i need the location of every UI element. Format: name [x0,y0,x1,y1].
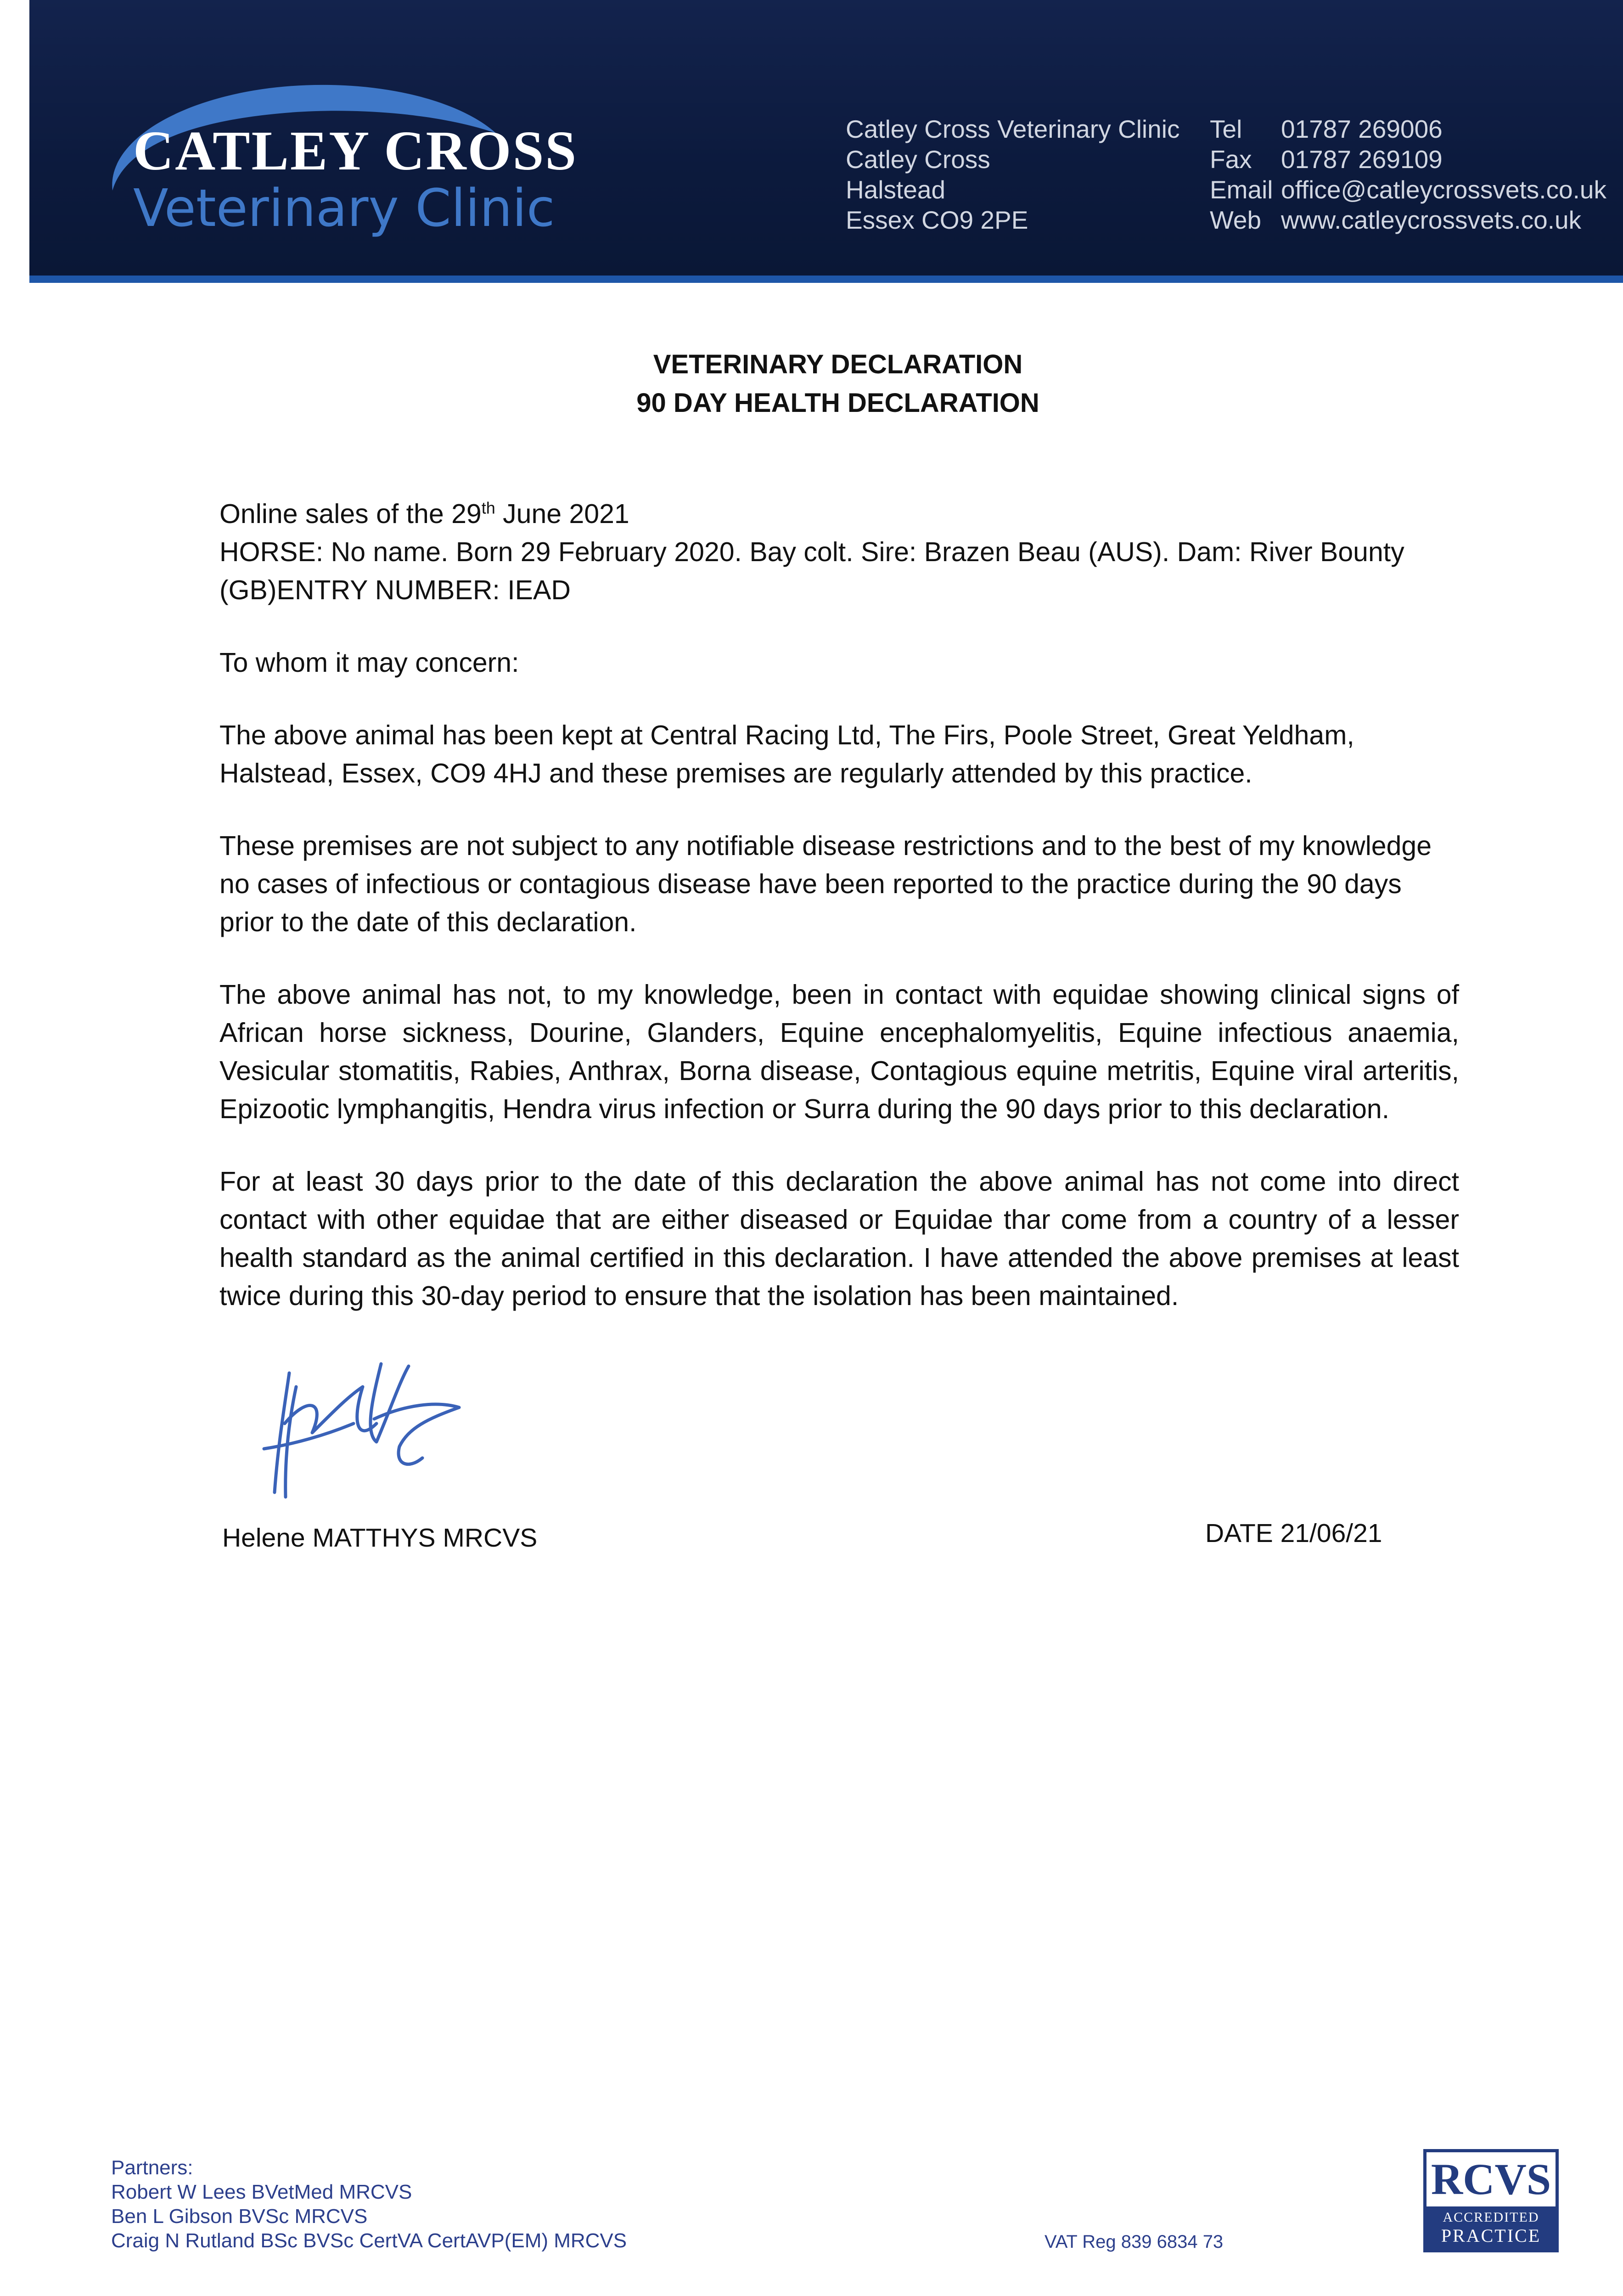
title-line: 90 DAY HEALTH DECLARATION [636,388,1039,418]
clinic-address [846,114,1179,235]
contact-value: office@catleycrossvets.co.uk [1281,175,1606,204]
partner-entry: Ben L Gibson BVSc MRCVS [111,2205,368,2228]
contact-row-email [1210,174,1606,205]
contact-row-fax [1210,144,1606,174]
contact-label: Tel [1210,115,1242,143]
contact-label: Web [1210,206,1262,234]
contact-label: Fax [1210,145,1252,174]
contact-value: 01787 269109 [1281,145,1443,174]
paragraph-diseases: The above animal has not, to my knowledge, been in contact with equidae showing clinical signs of African horse sickness, Dourine, Glanders, Equine encephalomyelitis, Equine infectious anaemia, Vesicular stomatitis, Rabies, Anthrax, Borna disease, Contagious equine metritis, Equine viral arteritis, Epizootic lymphangitis, Hendra virus infection or Surra during the 90 days prior to this declaration. [219,979,1459,1124]
contact-row-tel [1210,114,1606,144]
contact-value: 01787 269006 [1281,115,1443,143]
signature-icon [257,1355,487,1511]
horse-details: HORSE: No name. Born 29 February 2020. Bay colt. Sire: Brazen Beau (AUS). Dam: River Bounty (GB)ENTRY NUMBER: IEAD [219,537,1404,605]
declaration-body [219,495,1459,1315]
rcvs-caption [1426,2206,1556,2249]
sale-superscript: th [481,498,495,518]
address-line: Catley Cross [846,145,990,174]
sale-suffix: June 2021 [495,499,629,529]
paragraph-isolation: For at least 30 days prior to the date of this declaration the above animal has not come into direct contact with other equidae that are either diseased or Equidae thar come from a country of a lesser health standard as the animal certified in this declaration. I have attended the above premises at least twice during this 30-day period to ensure that the isolation has been maintained. [219,1166,1459,1311]
paragraph-restrictions: These premises are not subject to any notifiable disease restrictions and to the best of my knowledge no cases of infectious or contagious disease have been reported to the practice during the 90 days prior to the date of this declaration. [219,831,1432,937]
contact-label: Email [1210,175,1273,204]
rcvs-accreditation-badge [1423,2149,1559,2252]
contact-value: www.catleycrossvets.co.uk [1281,206,1582,234]
address-line: Essex CO9 2PE [846,206,1028,234]
partners-label: Partners: [111,2156,193,2179]
clinic-contacts [1210,114,1606,235]
signer-name: Helene MATTHYS MRCVS [222,1523,538,1553]
rcvs-caption-line: ACCREDITED [1443,2210,1539,2225]
contact-row-web [1210,205,1606,235]
letterhead-rule [29,276,1623,283]
paragraph-premises: The above animal has been kept at Central Racing Ltd, The Firs, Poole Street, Great Yeldham, Halstead, Essex, CO9 4HJ and these premises are regularly attended by this practice. [219,720,1354,788]
sale-prefix: Online sales of the 29 [219,499,482,529]
partner-entry: Robert W Lees BVetMed MRCVS [111,2181,412,2203]
partner-entry: Craig N Rutland BSc BVSc CertVA CertAVP(EM) MRCVS [111,2229,627,2252]
rcvs-logo-text: RCVS [1426,2152,1556,2206]
salutation: To whom it may concern: [219,647,519,678]
address-line: Halstead [846,175,946,204]
declaration-date: DATE 21/06/21 [1205,1519,1382,1548]
partners-list [111,2155,627,2253]
logo-title: CATLEY CROSS [133,120,578,182]
address-line: Catley Cross Veterinary Clinic [846,115,1180,143]
title-line: VETERINARY DECLARATION [653,349,1023,379]
document-title [0,345,1623,422]
rcvs-caption-line: PRACTICE [1441,2225,1541,2246]
sale-line [219,495,1459,533]
vat-registration: VAT Reg 839 6834 73 [1045,2232,1224,2252]
logo-subtitle: Veterinary Clinic [133,179,555,238]
